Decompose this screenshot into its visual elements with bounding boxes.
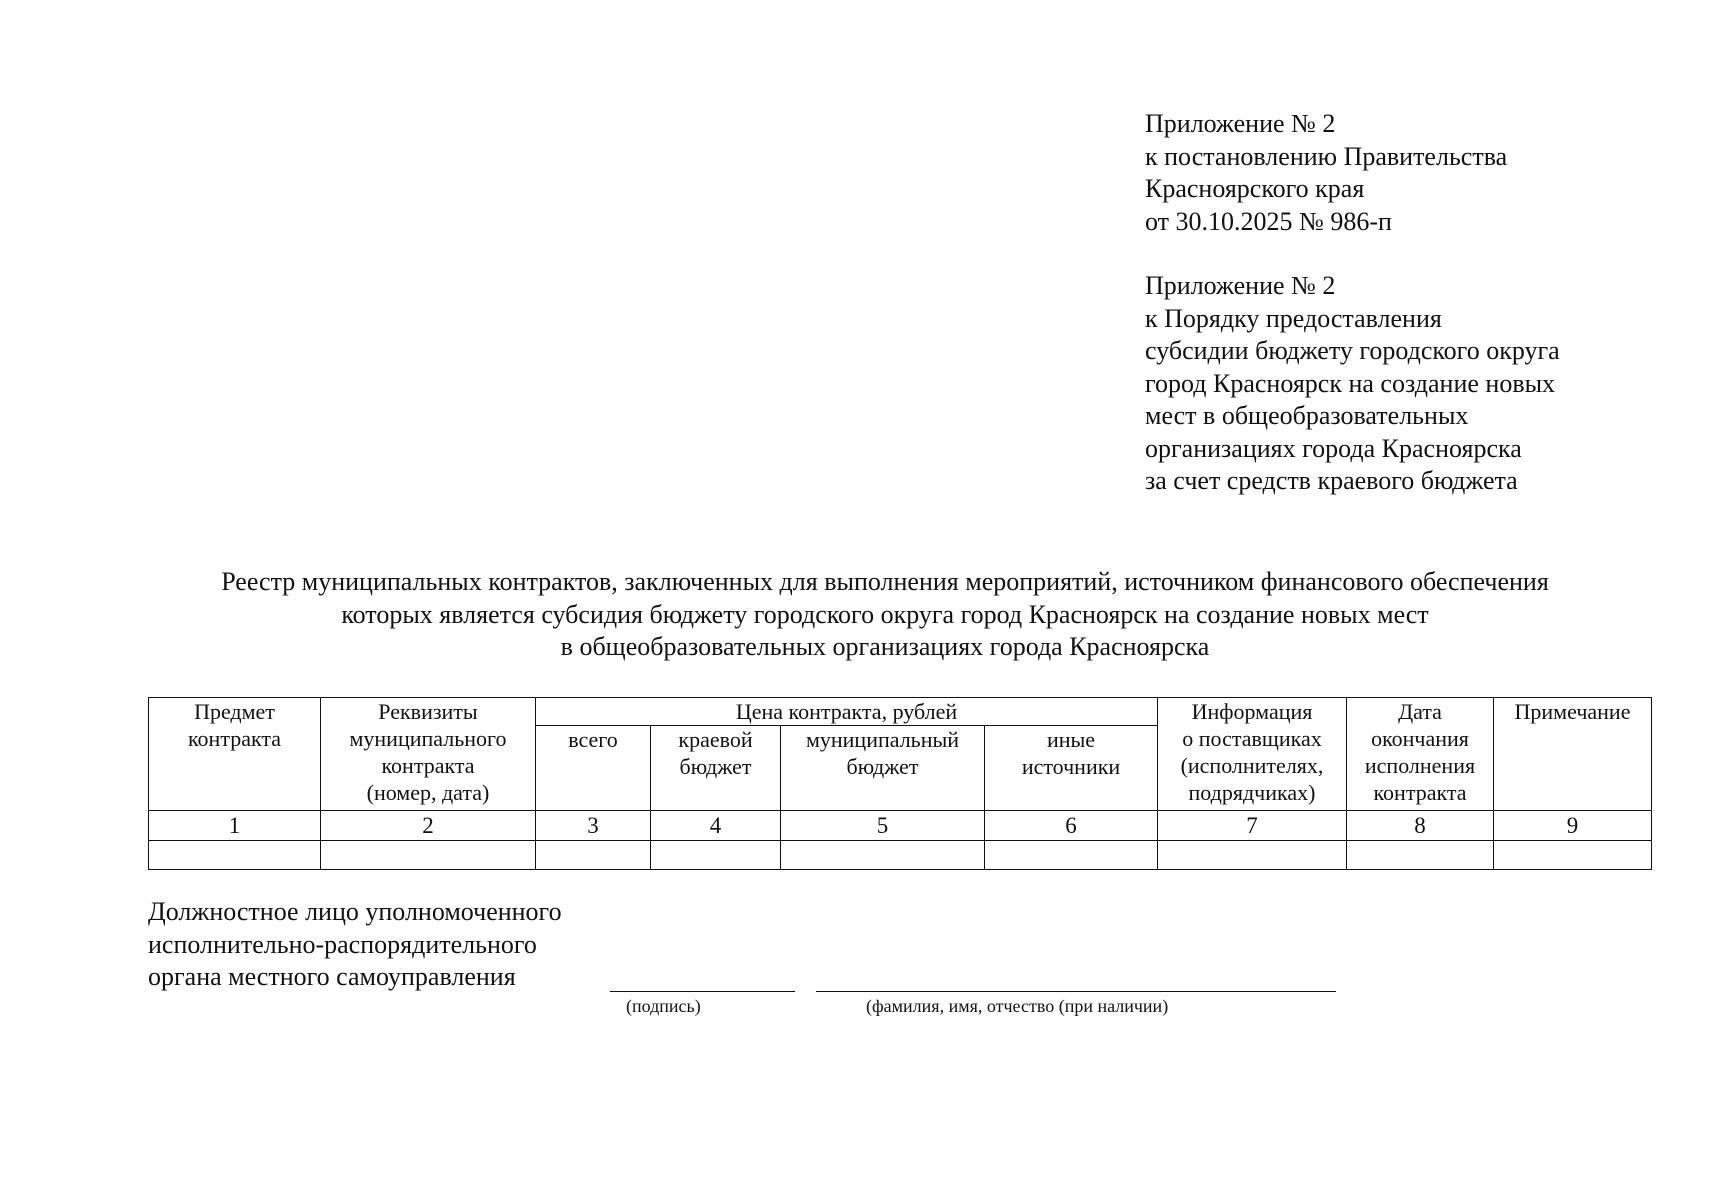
annex-procedure-line: к Порядку предоставления	[1145, 303, 1442, 333]
header-price-municipal: муниципальный бюджет	[781, 726, 985, 811]
column-number: 9	[1494, 811, 1652, 841]
table-cell	[321, 841, 536, 870]
header-contract-price: Цена контракта, рублей	[536, 698, 1158, 726]
signature-line	[610, 991, 795, 992]
table-cell	[651, 841, 781, 870]
signer-block	[148, 896, 562, 994]
annex-government-line: Красноярского края	[1145, 174, 1365, 203]
full-name-caption: (фамилия, имя, отчество (при наличии)	[866, 996, 1169, 1016]
document-title-line: которых является субсидия бюджету городского округа город Красноярск на создание новых мест	[341, 599, 1429, 629]
header-price-total: всего	[536, 726, 651, 811]
annex-government-line: от 30.10.2025 № 986-п	[1145, 206, 1392, 236]
table-cell	[1158, 841, 1347, 870]
table-cell	[985, 841, 1158, 870]
column-number: 7	[1158, 811, 1347, 841]
header-contract-end-date: Дата окончания исполнения контракта	[1347, 698, 1494, 811]
signer-line: органа местного самоуправления	[148, 962, 516, 991]
column-number: 3	[536, 811, 651, 841]
header-suppliers-info: Информация о поставщиках (исполнителях, подрядчиках)	[1158, 698, 1347, 811]
annex-procedure-line: мест в общеобразовательных	[1145, 401, 1469, 430]
column-number: 4	[651, 811, 781, 841]
table-cell	[1494, 841, 1652, 870]
document-title	[140, 566, 1630, 664]
annex-government-line: Приложение № 2	[1145, 109, 1336, 138]
table-cell	[536, 841, 651, 870]
column-number: 8	[1347, 811, 1494, 841]
full-name-line	[816, 991, 1336, 992]
contracts-registry-table	[148, 697, 1652, 870]
table-cell	[781, 841, 985, 870]
column-number: 6	[985, 811, 1158, 841]
signer-line: исполнительно-распорядительного	[148, 929, 537, 959]
annex-procedure-line: за счет средств краевого бюджета	[1145, 466, 1518, 495]
annex-procedure-line: город Красноярск на создание новых	[1145, 368, 1556, 398]
annex-procedure-line: Приложение № 2	[1145, 271, 1336, 300]
annex-government-block	[1145, 108, 1665, 238]
signer-line: Должностное лицо уполномоченного	[148, 897, 562, 926]
column-number: 1	[149, 811, 321, 841]
signature-caption: (подпись)	[626, 996, 701, 1016]
document-title-line: в общеобразовательных организациях города Красноярска	[560, 632, 1210, 661]
annex-procedure-line: организациях города Красноярска	[1145, 433, 1522, 463]
table-cell	[1347, 841, 1494, 870]
annex-procedure-block	[1145, 270, 1665, 498]
table-row	[149, 841, 1652, 870]
header-contract-subject: Предмет контракта	[149, 698, 321, 811]
header-note: Примечание	[1494, 698, 1652, 811]
annex-procedure-line: субсидии бюджету городского округа	[1145, 336, 1560, 365]
document-title-line: Реестр муниципальных контрактов, заключенных для выполнения мероприятий, источником финансового обеспечения	[221, 567, 1549, 596]
table-cell	[149, 841, 321, 870]
header-price-other: иные источники	[985, 726, 1158, 811]
column-number: 5	[781, 811, 985, 841]
annex-government-line: к постановлению Правительства	[1145, 141, 1508, 171]
header-price-regional: краевой бюджет	[651, 726, 781, 811]
header-contract-requisites: Реквизиты муниципального контракта (номер, дата)	[321, 698, 536, 811]
column-numbers-row	[149, 811, 1652, 841]
column-number: 2	[321, 811, 536, 841]
